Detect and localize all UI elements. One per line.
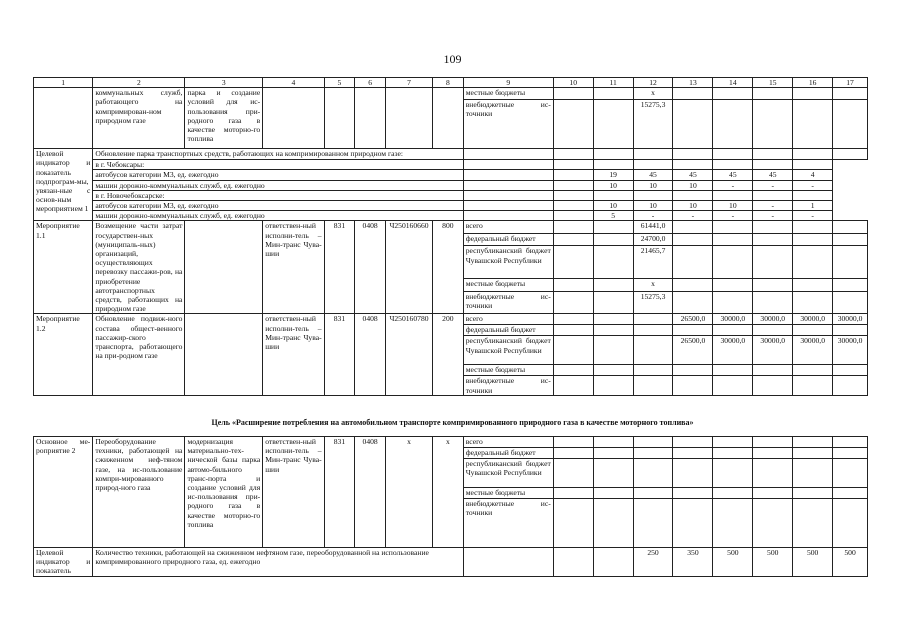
value-cell xyxy=(713,365,753,376)
value-cell: 26500,0 xyxy=(673,314,713,325)
table-cell xyxy=(593,376,633,396)
table-cell xyxy=(793,291,833,314)
table-cell xyxy=(553,314,593,325)
value-cell: 10 xyxy=(713,201,753,211)
funding-source: внебюджетные ис-точники xyxy=(463,499,553,548)
table-cell xyxy=(833,437,868,448)
table-cell xyxy=(753,291,793,314)
indicator-item: автобусов категории М3, ед. ежегодно xyxy=(93,170,463,180)
table-cell xyxy=(633,437,673,448)
funding-source: внебюджетные ис-точники xyxy=(463,376,553,396)
code-cell: х xyxy=(385,437,432,548)
table-cell xyxy=(753,100,793,149)
table-cell xyxy=(593,314,633,325)
table-cell xyxy=(833,291,868,314)
column-number: 9 xyxy=(463,78,553,88)
table-cell xyxy=(753,279,793,291)
empty-cell xyxy=(185,221,263,314)
value-cell xyxy=(833,325,868,336)
value-cell: 10 xyxy=(593,180,633,190)
table-cell xyxy=(753,221,793,233)
table-cell xyxy=(833,221,868,233)
table-cell xyxy=(593,548,633,577)
table-cell xyxy=(553,170,593,180)
table-row xyxy=(34,180,868,190)
value-cell: 30000,0 xyxy=(713,314,753,325)
table-cell xyxy=(673,291,713,314)
funding-source: местные бюджеты xyxy=(463,279,553,291)
value-cell: 5 xyxy=(593,211,633,221)
table-cell xyxy=(553,376,593,396)
value-cell: - xyxy=(793,211,833,221)
value-cell xyxy=(793,160,833,170)
table-cell xyxy=(673,488,713,499)
value-cell: - xyxy=(753,211,793,221)
table-row xyxy=(34,88,868,100)
value-cell xyxy=(793,376,833,396)
column-number: 14 xyxy=(713,78,753,88)
table-cell xyxy=(593,100,633,149)
responsible-executor: ответствен-ный исполни-тель – Мин-транс Чува-шии xyxy=(263,314,324,396)
indicator-item: машин дорожно-коммунальных служб, ед. ежегодно xyxy=(93,211,463,221)
value-cell: 4 xyxy=(793,170,833,180)
value-cell: 500 xyxy=(713,548,753,577)
table-cell xyxy=(633,448,673,459)
table-cell xyxy=(713,149,753,160)
empty-cell xyxy=(263,88,324,149)
value-cell xyxy=(753,325,793,336)
task-description: модернизация материально-тех-нической базы парка автомо-бильного транс-порта и создание условий для ис-пользования при-родного газа в качестве моторно-го топлива xyxy=(185,437,263,548)
column-number: 8 xyxy=(433,78,464,88)
table-cell xyxy=(553,233,593,245)
table-cell xyxy=(593,336,633,365)
column-number: 13 xyxy=(673,78,713,88)
table-cell xyxy=(793,246,833,279)
table-cell xyxy=(833,279,868,291)
table-cell xyxy=(713,100,753,149)
indicator-title: Количество техники, работающей на сжиженном нефтяном газе, переоборудованной на использование компримированного природного газа, ед. ежегодно xyxy=(93,548,463,577)
funding-source: республиканский бюджет Чувашской Республики xyxy=(463,246,553,279)
value-cell: 21465,7 xyxy=(633,246,673,279)
value-cell xyxy=(633,190,673,200)
table-cell xyxy=(793,448,833,459)
table-cell xyxy=(593,488,633,499)
value-cell: 26500,0 xyxy=(673,336,713,365)
value-cell xyxy=(713,376,753,396)
table-row xyxy=(34,221,868,233)
measure-description: коммунальных служб, работающего на компримирован-ном природном газе xyxy=(93,88,185,149)
table-cell xyxy=(633,459,673,488)
responsible-executor: ответствен-ный исполни-тель – Мин-транс Чува-шии xyxy=(263,437,324,548)
indicator-item: автобусов категории М3, ед. ежегодно xyxy=(93,201,463,211)
table-cell xyxy=(753,88,793,100)
value-cell: - xyxy=(633,211,673,221)
value-cell: 500 xyxy=(833,548,868,577)
table-cell xyxy=(463,201,553,211)
table-cell xyxy=(833,246,868,279)
value-cell xyxy=(633,365,673,376)
value-cell: 30000,0 xyxy=(793,336,833,365)
code-cell: 831 xyxy=(324,437,355,548)
value-cell: 45 xyxy=(753,170,793,180)
table-cell xyxy=(593,499,633,548)
table-cell xyxy=(793,221,833,233)
table-cell xyxy=(593,88,633,100)
table-cell xyxy=(673,221,713,233)
value-cell: 350 xyxy=(673,548,713,577)
table-cell xyxy=(593,246,633,279)
value-cell: 30000,0 xyxy=(793,314,833,325)
code-cell: Ч250160660 xyxy=(385,221,432,314)
funding-source: всего xyxy=(463,221,553,233)
table-cell xyxy=(713,246,753,279)
value-cell: 15275,3 xyxy=(633,291,673,314)
value-cell: - xyxy=(793,180,833,190)
table-cell xyxy=(553,246,593,279)
table-cell xyxy=(593,325,633,336)
value-cell: 500 xyxy=(793,548,833,577)
value-cell xyxy=(833,365,868,376)
program-table-main xyxy=(33,77,868,396)
table-cell xyxy=(463,548,553,577)
empty-cell xyxy=(433,88,464,149)
table-cell xyxy=(713,448,753,459)
table-cell xyxy=(673,459,713,488)
value-cell: 45 xyxy=(713,170,753,180)
value-cell: 15275,3 xyxy=(633,100,673,149)
funding-source: местные бюджеты xyxy=(463,488,553,499)
table-cell xyxy=(463,170,553,180)
column-number: 6 xyxy=(355,78,386,88)
table-cell xyxy=(553,437,593,448)
value-cell xyxy=(833,376,868,396)
indicator-item: в г. Новочебоксарске: xyxy=(93,190,463,200)
table-cell xyxy=(793,437,833,448)
indicator-title: Обновление парка транспортных средств, работающих на компримированном природном газе: xyxy=(93,149,463,160)
column-number: 10 xyxy=(553,78,593,88)
value-cell: - xyxy=(673,211,713,221)
value-cell: 10 xyxy=(633,201,673,211)
table-cell xyxy=(793,459,833,488)
empty-cell xyxy=(185,314,263,396)
table-cell xyxy=(753,448,793,459)
value-cell xyxy=(593,190,633,200)
code-cell: Ч250160780 xyxy=(385,314,432,396)
goal-heading: Цель «Расширение потребления на автомобильном транспорте компримированного природного газа в качестве моторного топлива» xyxy=(211,418,694,427)
table-cell xyxy=(593,365,633,376)
funding-source: федеральный бюджет xyxy=(463,233,553,245)
indicator-label: Целевой индикатор и показатель xyxy=(34,548,93,577)
table-cell xyxy=(673,448,713,459)
value-cell: 19 xyxy=(593,170,633,180)
value-cell xyxy=(633,376,673,396)
empty-cell xyxy=(324,88,355,149)
table-cell xyxy=(673,233,713,245)
table-cell xyxy=(833,448,868,459)
table-cell xyxy=(553,291,593,314)
value-cell xyxy=(633,314,673,325)
value-cell: 30000,0 xyxy=(753,336,793,365)
table-row xyxy=(34,78,868,88)
table-cell xyxy=(673,499,713,548)
code-cell: 0408 xyxy=(355,221,386,314)
value-cell: - xyxy=(753,201,793,211)
table-cell xyxy=(593,437,633,448)
empty-cell xyxy=(385,88,432,149)
table-cell xyxy=(713,488,753,499)
column-number: 17 xyxy=(833,78,868,88)
table-cell xyxy=(673,88,713,100)
table-cell xyxy=(713,221,753,233)
page-number: 109 xyxy=(443,52,462,66)
table-row xyxy=(34,190,868,200)
table-row xyxy=(34,548,868,577)
funding-source: федеральный бюджет xyxy=(463,448,553,459)
value-cell: - xyxy=(753,180,793,190)
table-cell xyxy=(793,279,833,291)
table-cell xyxy=(553,100,593,149)
measure-description: Обновление подвиж-ного состава общест-венного пассажир-ского транспорта, работающего на при-родном газе xyxy=(93,314,185,396)
table-row xyxy=(34,437,868,448)
value-cell xyxy=(713,160,753,170)
table-cell xyxy=(833,488,868,499)
value-cell xyxy=(593,160,633,170)
table-row xyxy=(34,149,868,160)
value-cell xyxy=(753,376,793,396)
table-cell xyxy=(713,279,753,291)
table-cell xyxy=(553,499,593,548)
table-cell xyxy=(713,499,753,548)
table-cell xyxy=(833,149,868,160)
value-cell: 24700,0 xyxy=(633,233,673,245)
table-cell xyxy=(553,488,593,499)
table-cell xyxy=(753,437,793,448)
table-cell xyxy=(833,459,868,488)
table-cell xyxy=(553,211,593,221)
value-cell: 61441,0 xyxy=(633,221,673,233)
table-cell xyxy=(553,365,593,376)
table-cell xyxy=(753,488,793,499)
table-cell xyxy=(463,180,553,190)
table-cell xyxy=(553,459,593,488)
value-cell: 10 xyxy=(633,180,673,190)
indicator-item: в г. Чебоксары: xyxy=(93,160,463,170)
table-cell xyxy=(673,100,713,149)
table-cell xyxy=(553,336,593,365)
value-cell: 45 xyxy=(673,170,713,180)
funding-source: всего xyxy=(463,437,553,448)
column-number: 12 xyxy=(633,78,673,88)
table-cell xyxy=(593,448,633,459)
table-cell xyxy=(553,180,593,190)
table-cell xyxy=(593,459,633,488)
table-cell xyxy=(753,246,793,279)
empty-cell xyxy=(34,88,93,149)
value-cell: 10 xyxy=(673,180,713,190)
table-cell xyxy=(793,100,833,149)
table-cell xyxy=(753,233,793,245)
table-cell xyxy=(753,499,793,548)
value-cell xyxy=(793,325,833,336)
table-cell xyxy=(553,279,593,291)
code-cell: 200 xyxy=(433,314,464,396)
value-cell xyxy=(673,190,713,200)
table-cell xyxy=(463,149,553,160)
code-cell: 831 xyxy=(324,221,355,314)
table-cell xyxy=(793,233,833,245)
table-cell xyxy=(833,100,868,149)
task-description: парка и создание условий для ис-пользования при-родного газа в качестве моторно-го топлива xyxy=(185,88,263,149)
table-cell xyxy=(553,221,593,233)
value-cell: 30000,0 xyxy=(833,314,868,325)
table-cell xyxy=(673,279,713,291)
table-cell xyxy=(463,190,553,200)
code-cell: 800 xyxy=(433,221,464,314)
column-number: 11 xyxy=(593,78,633,88)
measure-description: Переоборудование техники, работающей на сжиженном неф-тяном газе, на ис-пользование компри-мированного природ-ного газа xyxy=(93,437,185,548)
value-cell: 30000,0 xyxy=(753,314,793,325)
column-number: 3 xyxy=(185,78,263,88)
value-cell: 45 xyxy=(633,170,673,180)
table-cell xyxy=(793,488,833,499)
column-number: 2 xyxy=(93,78,185,88)
value-cell: 30000,0 xyxy=(833,336,868,365)
value-cell xyxy=(793,190,833,200)
table-cell xyxy=(673,149,713,160)
table-cell xyxy=(593,221,633,233)
table-cell xyxy=(833,88,868,100)
value-cell: - xyxy=(713,211,753,221)
table-cell xyxy=(713,459,753,488)
table-cell xyxy=(793,499,833,548)
table-cell xyxy=(833,233,868,245)
table-cell xyxy=(753,149,793,160)
value-cell: 10 xyxy=(673,201,713,211)
table-cell xyxy=(553,160,593,170)
table-cell xyxy=(833,499,868,548)
table-cell xyxy=(673,246,713,279)
program-table-goal xyxy=(33,436,868,577)
table-cell xyxy=(633,488,673,499)
funding-source: всего xyxy=(463,314,553,325)
table-cell xyxy=(593,279,633,291)
value-cell xyxy=(673,160,713,170)
table-cell xyxy=(713,88,753,100)
table-cell xyxy=(553,88,593,100)
column-number: 5 xyxy=(324,78,355,88)
table-cell xyxy=(633,149,673,160)
value-cell: 10 xyxy=(593,201,633,211)
empty-cell xyxy=(355,88,386,149)
table-cell xyxy=(593,291,633,314)
value-cell xyxy=(753,365,793,376)
measure-name: Мероприятие 1.2 xyxy=(34,314,93,396)
indicator-item: машин дорожно-коммунальных служб, ед. ежегодно xyxy=(93,180,463,190)
value-cell xyxy=(673,365,713,376)
value-cell xyxy=(753,160,793,170)
table-cell xyxy=(593,149,633,160)
value-cell xyxy=(673,325,713,336)
funding-source: республиканский бюджет Чувашской Республики xyxy=(463,336,553,365)
value-cell: - xyxy=(713,180,753,190)
table-row xyxy=(34,160,868,170)
table-cell xyxy=(793,88,833,100)
table-row xyxy=(34,201,868,211)
column-number: 15 xyxy=(753,78,793,88)
value-cell: 250 xyxy=(633,548,673,577)
measure-name: Мероприятие 1.1 xyxy=(34,221,93,314)
measure-description: Возмещение части затрат государствен-ных (муниципаль-ных) организаций, осуществляющих перевозку пассажи-ров, на приобретение автотранспортных средств, работающих на природном газе xyxy=(93,221,185,314)
table-cell xyxy=(553,448,593,459)
table-cell xyxy=(553,190,593,200)
funding-source: местные бюджеты xyxy=(463,88,553,100)
value-cell xyxy=(673,376,713,396)
table-cell xyxy=(593,233,633,245)
funding-source: республиканский бюджет Чувашской Республики xyxy=(463,459,553,488)
value-cell xyxy=(633,325,673,336)
value-cell xyxy=(753,190,793,200)
table-cell xyxy=(793,149,833,160)
table-cell xyxy=(713,437,753,448)
funding-source: внебюджетные ис-точники xyxy=(463,291,553,314)
code-cell: 831 xyxy=(324,314,355,396)
table-cell xyxy=(463,211,553,221)
value-cell: 500 xyxy=(753,548,793,577)
measure-name: Основное ме-роприятие 2 xyxy=(34,437,93,548)
table-cell xyxy=(553,201,593,211)
value-cell: х xyxy=(633,279,673,291)
code-cell: 0408 xyxy=(355,314,386,396)
table-cell xyxy=(463,160,553,170)
table-row xyxy=(34,211,868,221)
value-cell xyxy=(633,336,673,365)
table-cell xyxy=(553,325,593,336)
table-cell xyxy=(713,291,753,314)
table-row xyxy=(34,314,868,325)
table-cell xyxy=(673,437,713,448)
column-number: 16 xyxy=(793,78,833,88)
table-row xyxy=(34,170,868,180)
responsible-executor: ответствен-ный исполни-тель – Мин-транс Чува-шии xyxy=(263,221,324,314)
column-number: 4 xyxy=(263,78,324,88)
value-cell xyxy=(713,190,753,200)
value-cell xyxy=(713,325,753,336)
code-cell: 0408 xyxy=(355,437,386,548)
value-cell: 1 xyxy=(793,201,833,211)
value-cell xyxy=(793,365,833,376)
table-cell xyxy=(553,548,593,577)
indicator-label: Целевой индикатор и показатель подпрограм-мы, увязан-ные с основ-ным мероприятием 1 xyxy=(34,149,93,221)
funding-source: местные бюджеты xyxy=(463,365,553,376)
table-cell xyxy=(633,499,673,548)
column-number: 7 xyxy=(385,78,432,88)
code-cell: х xyxy=(433,437,464,548)
funding-source: внебюджетные ис-точники xyxy=(463,100,553,149)
value-cell: 30000,0 xyxy=(713,336,753,365)
table-cell xyxy=(713,233,753,245)
value-cell: х xyxy=(633,88,673,100)
column-number: 1 xyxy=(34,78,93,88)
table-cell xyxy=(753,459,793,488)
value-cell xyxy=(633,160,673,170)
funding-source: федеральный бюджет xyxy=(463,325,553,336)
table-cell xyxy=(553,149,593,160)
